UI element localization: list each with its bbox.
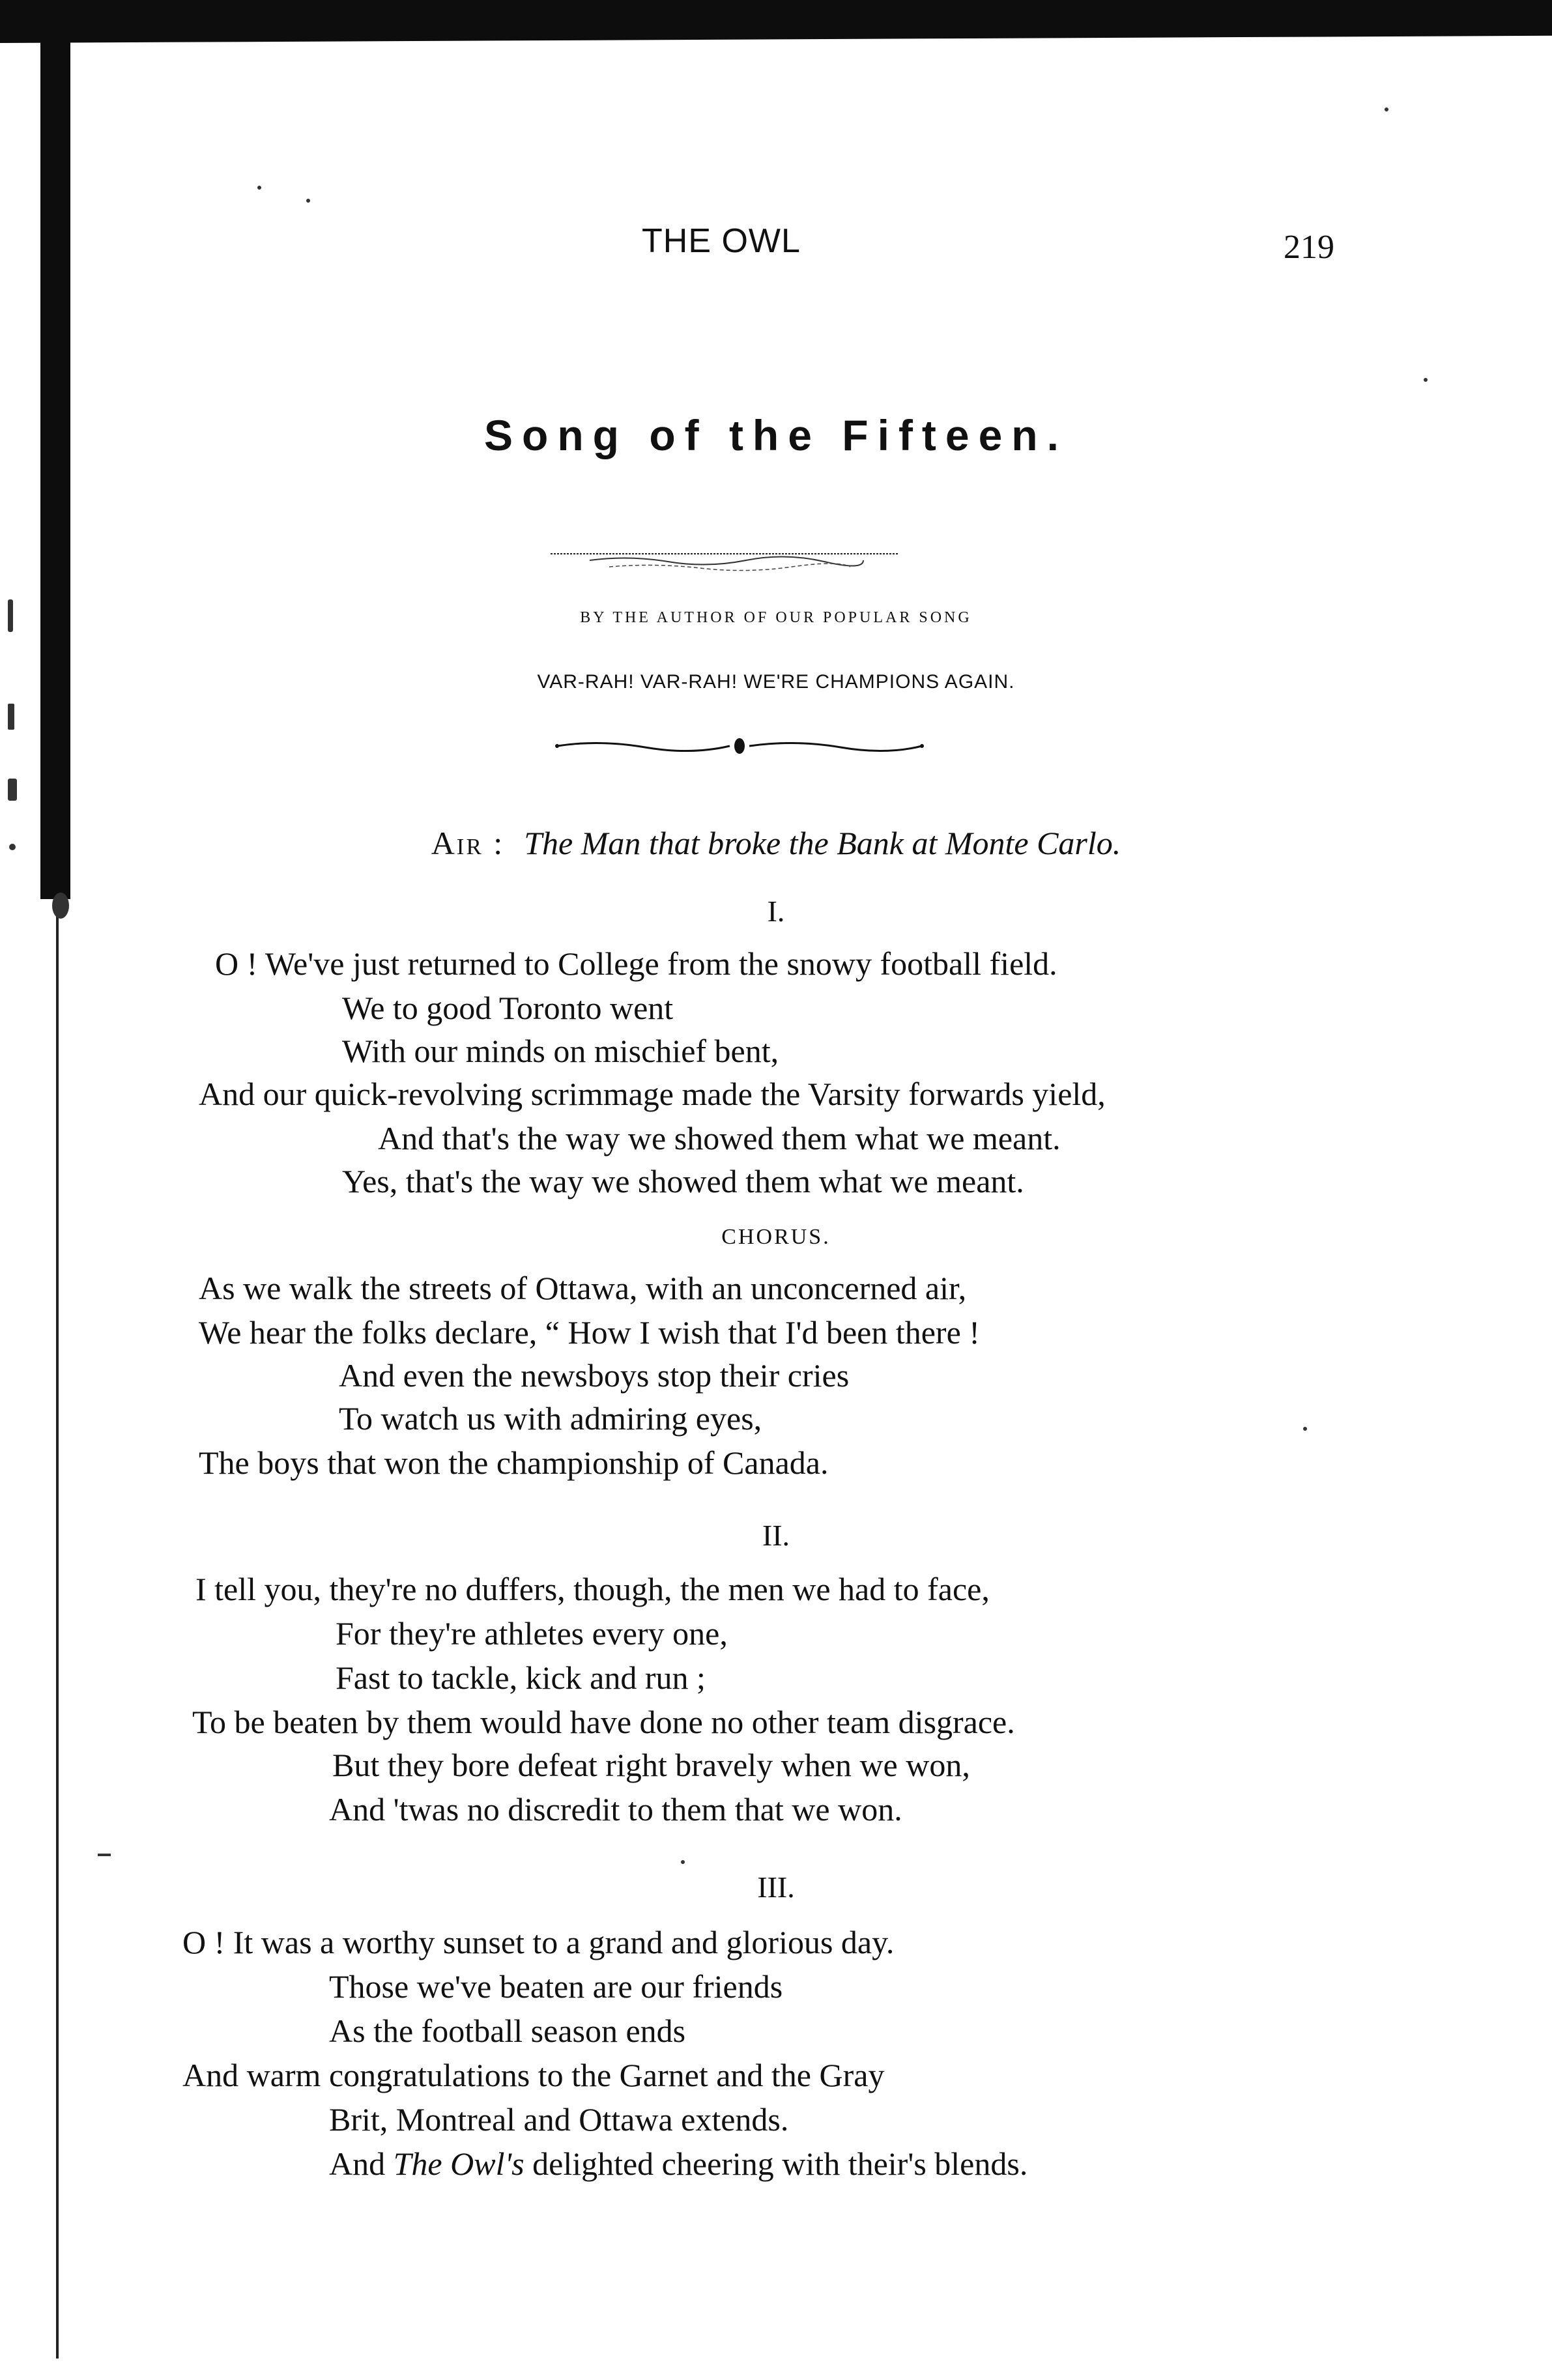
scan-speck — [1385, 108, 1388, 111]
stanza-line — [329, 2145, 1027, 2183]
scan-left-edge-line — [56, 899, 59, 2358]
subtitle: VAR-RAH! VAR-RAH! WE'RE CHAMPIONS AGAIN. — [537, 671, 1015, 693]
byline: BY THE AUTHOR OF OUR POPULAR SONG — [580, 609, 972, 626]
chorus-line: As we walk the streets of Ottawa, with an unconcerned air, — [199, 1270, 967, 1306]
stanza-line: O ! We've just returned to College from the snowy football field. — [215, 945, 1057, 982]
chorus-line: And even the newsboys stop their cries — [339, 1357, 850, 1394]
scan-speck — [8, 704, 14, 730]
running-head: THE OWL — [642, 222, 801, 260]
stanza-line: Brit, Montreal and Ottawa extends. — [329, 2101, 789, 2138]
stanza-line: And warm congratulations to the Garnet and the Gray — [182, 2057, 885, 2093]
stanza-line: Fast to tackle, kick and run ; — [336, 1659, 706, 1696]
section-ornament — [554, 733, 925, 759]
air-line — [0, 824, 1552, 862]
stanza-line: O ! It was a worthy sunset to a grand and glorious day. — [182, 1924, 895, 1960]
scan-speck — [306, 199, 310, 203]
stanza-line-end: delighted cheering with their's blends. — [532, 2145, 1028, 2182]
scan-top-border-edge — [0, 34, 1552, 43]
stanza-line: With our minds on mischief bent, — [342, 1033, 779, 1069]
scan-speck — [98, 1854, 111, 1856]
stanza-line: And that's the way we showed them what we meant. — [378, 1120, 1061, 1156]
stanza-line: As the football season ends — [329, 2013, 686, 2049]
poem-title: Song of the Fifteen. — [484, 411, 1068, 459]
scan-speck — [681, 1860, 685, 1864]
air-label: Air : — [431, 825, 505, 861]
stanza-line: Those we've beaten are our friends — [329, 1968, 783, 2005]
scan-speck — [257, 186, 261, 190]
stanza-number: I. — [767, 895, 785, 928]
scan-left-border — [40, 26, 70, 899]
scan-speck — [1424, 378, 1428, 382]
stanza-line: To be beaten by them would have done no other team disgrace. — [192, 1704, 1015, 1740]
page-number: 219 — [1284, 229, 1334, 266]
chorus-line: The boys that won the championship of Canada. — [199, 1444, 829, 1481]
stanza-line: And 'twas no discredit to them that we won. — [329, 1791, 902, 1828]
page-header — [0, 222, 1552, 267]
chorus-line: To watch us with admiring eyes, — [339, 1400, 762, 1437]
stanza-line: We to good Toronto went — [342, 990, 674, 1026]
stanza-line: And our quick-revolving scrimmage made the Varsity forwards yield, — [199, 1076, 1106, 1112]
scan-speck — [8, 779, 17, 801]
stanza-line: But they bore defeat right bravely when we won, — [332, 1747, 970, 1783]
chorus-heading: CHORUS. — [721, 1225, 831, 1249]
scan-top-border — [0, 0, 1552, 34]
stanza-line: I tell you, they're no duffers, though, the men we had to face, — [195, 1571, 990, 1607]
magazine-title: The Owl's — [393, 2145, 525, 2182]
stanza-number: III. — [757, 1871, 795, 1904]
stanza-line: Yes, that's the way we showed them what we meant. — [342, 1163, 1024, 1199]
stanza-line-start: And — [329, 2145, 386, 2182]
title-decorative-rule — [551, 547, 899, 573]
stanza-number: II. — [762, 1519, 790, 1552]
air-tune: The Man that broke the Bank at Monte Carlo. — [524, 825, 1121, 861]
scan-speck — [1303, 1427, 1307, 1431]
chorus-line: We hear the folks declare, “ How I wish that I'd been there ! — [199, 1314, 980, 1351]
stanza-line: For they're athletes every one, — [336, 1615, 728, 1652]
